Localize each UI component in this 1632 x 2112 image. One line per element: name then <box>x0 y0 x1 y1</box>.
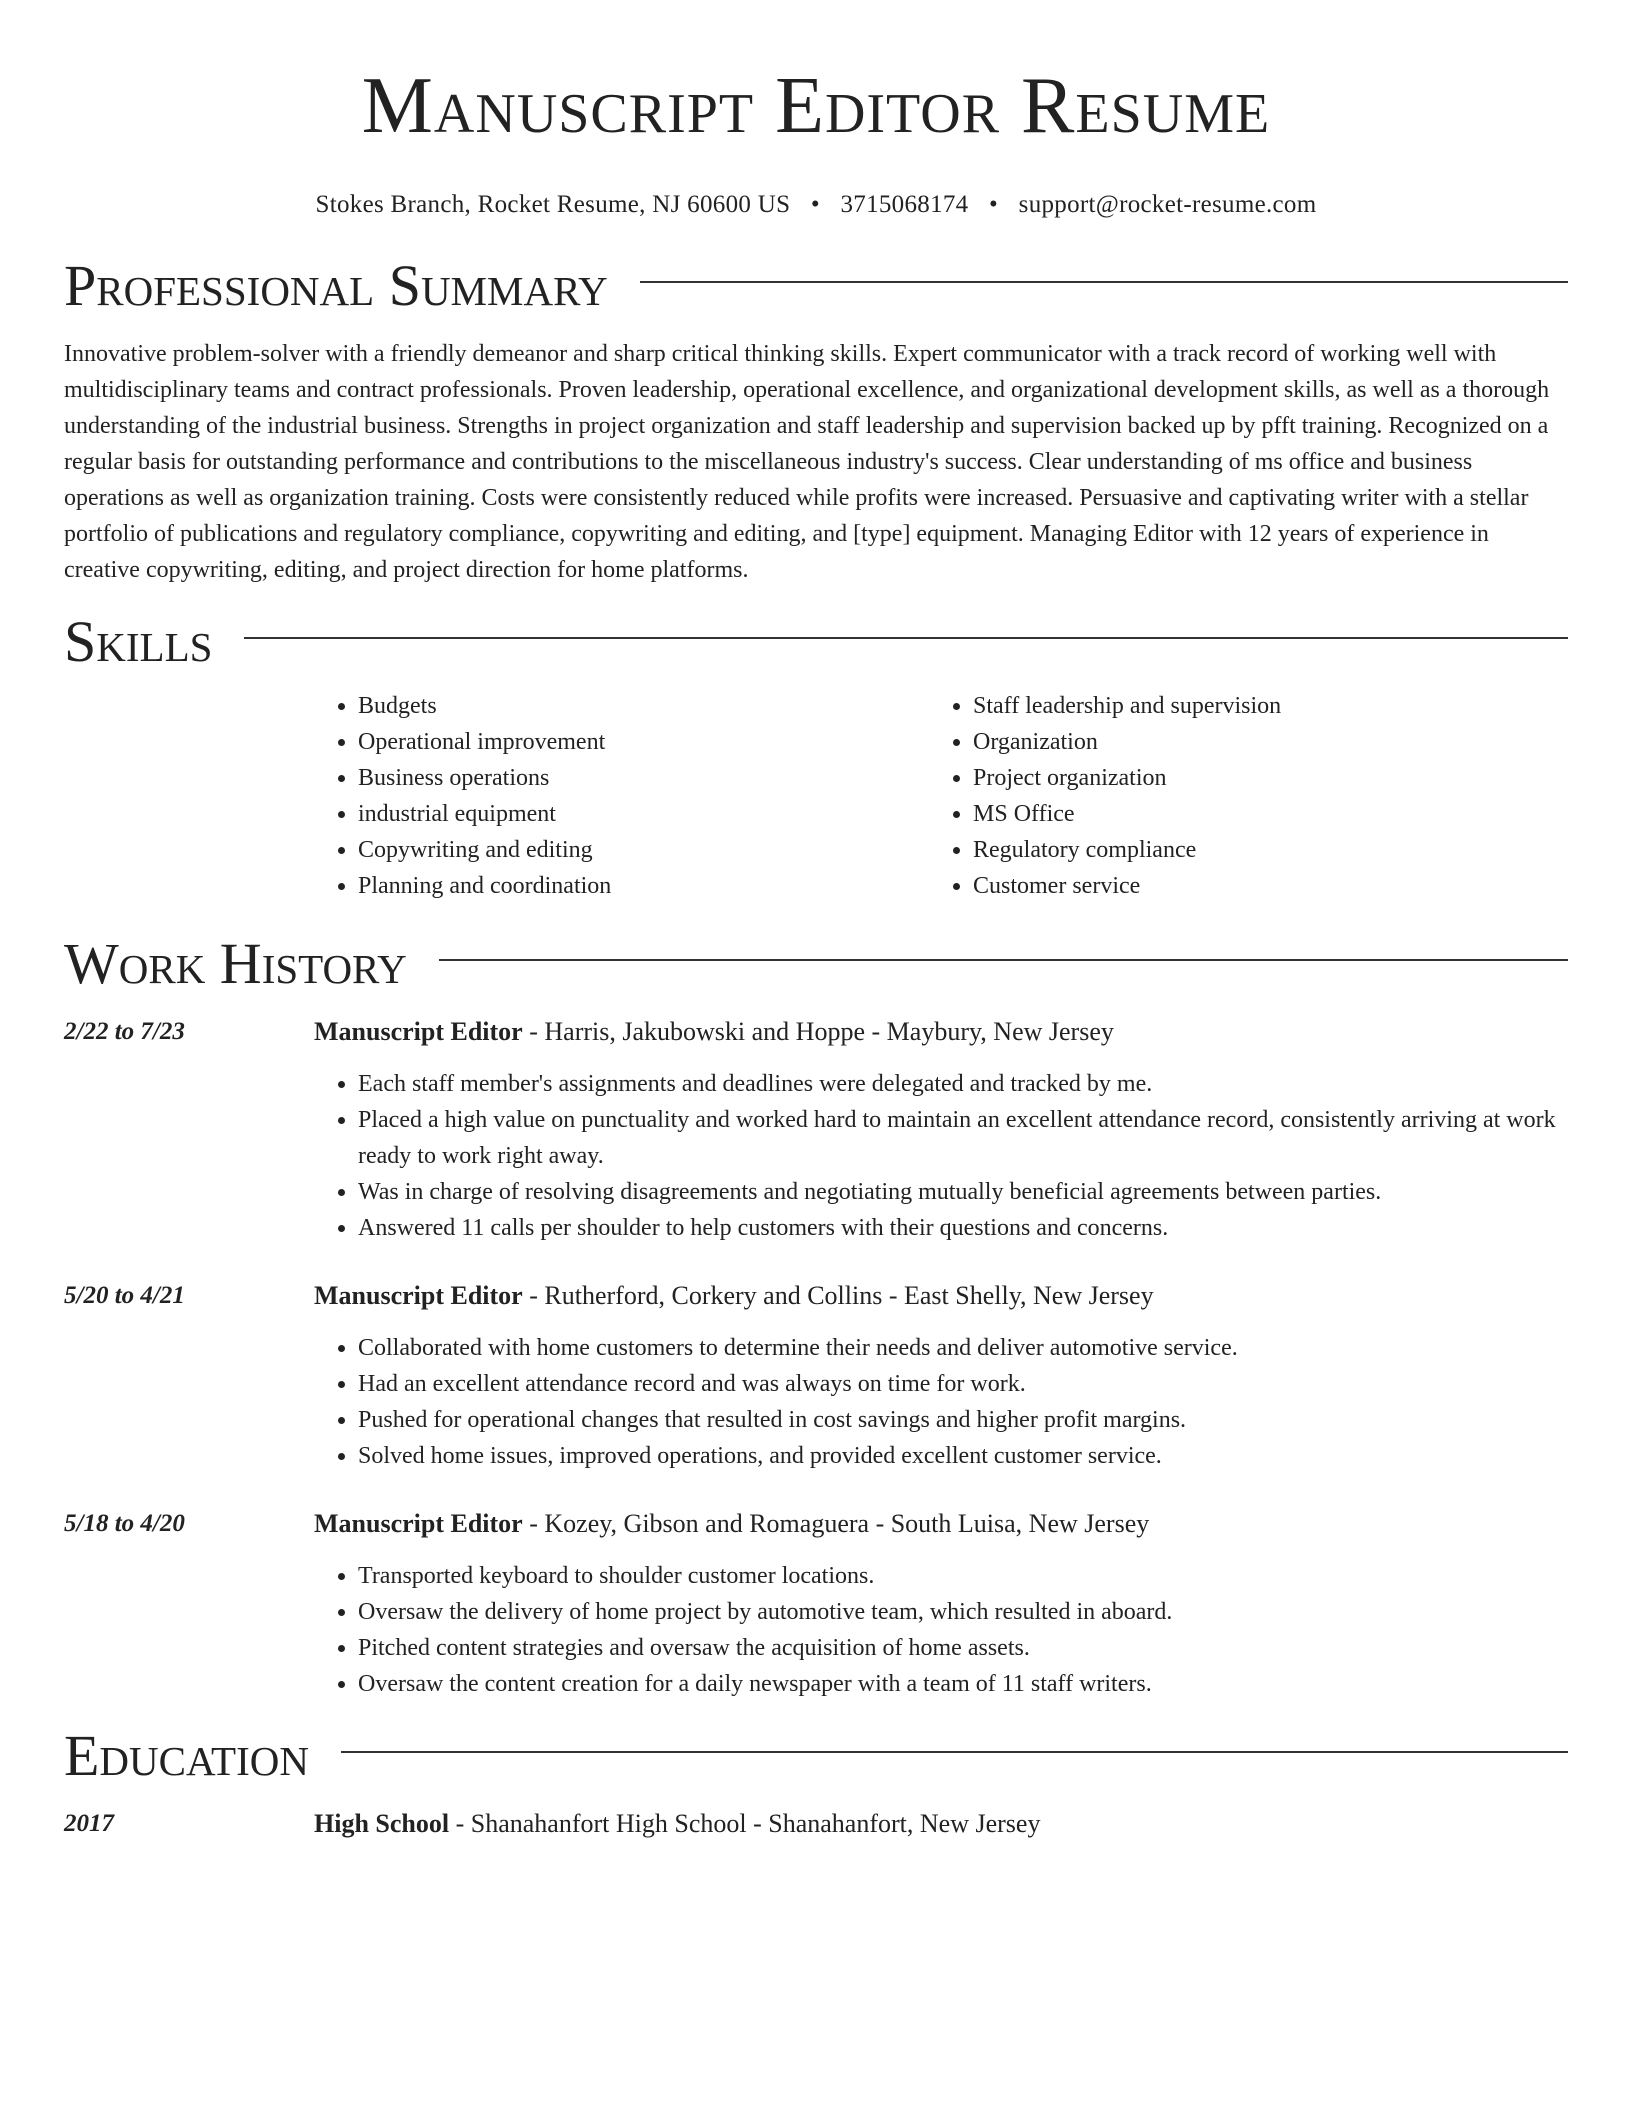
education-school: - Shanahanfort High School - Shanahanfort, New Jersey <box>449 1809 1041 1838</box>
job-employer: - Harris, Jakubowski and Hoppe - Maybury, New Jersey <box>522 1017 1114 1046</box>
section-divider <box>439 959 1568 961</box>
skill-item: • Regulatory compliance <box>973 832 1544 868</box>
education-headline <box>314 1806 1568 1842</box>
contact-separator: • <box>810 191 820 218</box>
job-title: Manuscript Editor <box>314 1509 523 1538</box>
section-divider <box>341 1751 1568 1753</box>
skills-column-left <box>314 688 929 904</box>
job-bullet: • Pitched content strategies and oversaw the acquisition of home assets. <box>358 1630 1568 1666</box>
education-degree: High School <box>314 1809 450 1838</box>
job-bullet: • Had an excellent attendance record and was always on time for work. <box>358 1366 1568 1402</box>
job-entry <box>64 1506 1568 1702</box>
job-headline <box>314 1506 1568 1542</box>
job-entry <box>64 1278 1568 1474</box>
job-body <box>314 1278 1568 1474</box>
section-divider <box>640 281 1568 283</box>
contact-line <box>64 190 1568 220</box>
skill-item: • Planning and coordination <box>358 868 929 904</box>
skill-item: • Project organization <box>973 760 1544 796</box>
skill-item: • MS Office <box>973 796 1544 832</box>
job-headline <box>314 1014 1568 1050</box>
section-divider <box>244 637 1568 639</box>
skill-item: • Copywriting and editing <box>358 832 929 868</box>
section-skills-heading <box>64 610 1568 674</box>
section-heading-text: Work History <box>64 931 407 996</box>
job-title: Manuscript Editor <box>314 1017 523 1046</box>
job-dates: 2/22 to 7/23 <box>64 1018 185 1045</box>
job-bullet: • Oversaw the delivery of home project by automotive team, which resulted in aboard. <box>358 1594 1568 1630</box>
skills-list <box>314 688 1568 904</box>
section-summary-heading <box>64 254 1568 318</box>
section-heading-text: Skills <box>64 609 213 674</box>
skill-item: • Staff leadership and supervision <box>973 688 1544 724</box>
job-body <box>314 1506 1568 1702</box>
education-year: 2017 <box>64 1810 114 1837</box>
contact-separator: • <box>989 191 999 218</box>
job-bullet: • Solved home issues, improved operations, and provided excellent customer service. <box>358 1438 1568 1474</box>
job-bullet: • Answered 11 calls per shoulder to help customers with their questions and concerns. <box>358 1210 1568 1246</box>
skill-item: • industrial equipment <box>358 796 929 832</box>
contact-phone: 3715068174 <box>840 191 969 218</box>
job-bullet: • Oversaw the content creation for a daily newspaper with a team of 11 staff writers. <box>358 1666 1568 1702</box>
job-entry <box>64 1014 1568 1246</box>
job-bullet: • Pushed for operational changes that resulted in cost savings and higher profit margins. <box>358 1402 1568 1438</box>
education-entry <box>64 1806 1568 1842</box>
job-title: Manuscript Editor <box>314 1281 523 1310</box>
job-bullet: • Was in charge of resolving disagreements and negotiating mutually beneficial agreements between parties. <box>358 1174 1568 1210</box>
job-bullets <box>314 1558 1568 1702</box>
job-headline <box>314 1278 1568 1314</box>
job-bullet: • Transported keyboard to shoulder customer locations. <box>358 1558 1568 1594</box>
summary-text: Innovative problem-solver with a friendly demeanor and sharp critical thinking skills. Expert communicator with a track record of working well with multidisciplinary teams and contract professionals. Proven leadership, operational excellence, and organizational development skills, as well as a thorough understanding of the industrial business. Strengths in project organization and staff leadership and supervision backed up by pfft training. Recognized on a regular basis for outstanding performance and contributions to the miscellaneous industry's success. Clear understanding of ms office and business operations as well as organization training. Costs were consistently reduced while profits were increased. Persuasive and captivating writer with a stellar portfolio of publications and regulatory compliance, copywriting and editing, and [type] equipment. Managing Editor with 12 years of experience in creative copywriting, editing, and project direction for home platforms. <box>64 341 1550 583</box>
job-bullet: • Placed a high value on punctuality and worked hard to maintain an excellent attendance record, consistently arriving at work ready to work right away. <box>358 1102 1568 1174</box>
education-body <box>314 1806 1568 1842</box>
job-dates: 5/18 to 4/20 <box>64 1510 185 1537</box>
skills-column-right <box>929 688 1544 904</box>
job-employer: - Rutherford, Corkery and Collins - East Shelly, New Jersey <box>522 1281 1154 1310</box>
section-education-heading <box>64 1724 1568 1788</box>
job-employer: - Kozey, Gibson and Romaguera - South Luisa, New Jersey <box>522 1509 1150 1538</box>
job-bullet: • Each staff member's assignments and deadlines were delegated and tracked by me. <box>358 1066 1568 1102</box>
skill-item: • Budgets <box>358 688 929 724</box>
skill-item: • Organization <box>973 724 1544 760</box>
contact-address: Stokes Branch, Rocket Resume, NJ 60600 US <box>315 191 791 218</box>
section-heading-text: Education <box>64 1723 309 1788</box>
job-body <box>314 1014 1568 1246</box>
job-bullets <box>314 1066 1568 1246</box>
skill-item: • Business operations <box>358 760 929 796</box>
section-work-heading <box>64 932 1568 996</box>
job-dates: 5/20 to 4/21 <box>64 1282 185 1309</box>
job-bullet: • Collaborated with home customers to determine their needs and deliver automotive service. <box>358 1330 1568 1366</box>
contact-email: support@rocket-resume.com <box>1018 191 1317 218</box>
skill-item: • Customer service <box>973 868 1544 904</box>
skill-item: • Operational improvement <box>358 724 929 760</box>
resume-title: Manuscript Editor Resume <box>361 62 1271 150</box>
section-heading-text: Professional Summary <box>64 253 608 318</box>
job-bullets <box>314 1330 1568 1474</box>
